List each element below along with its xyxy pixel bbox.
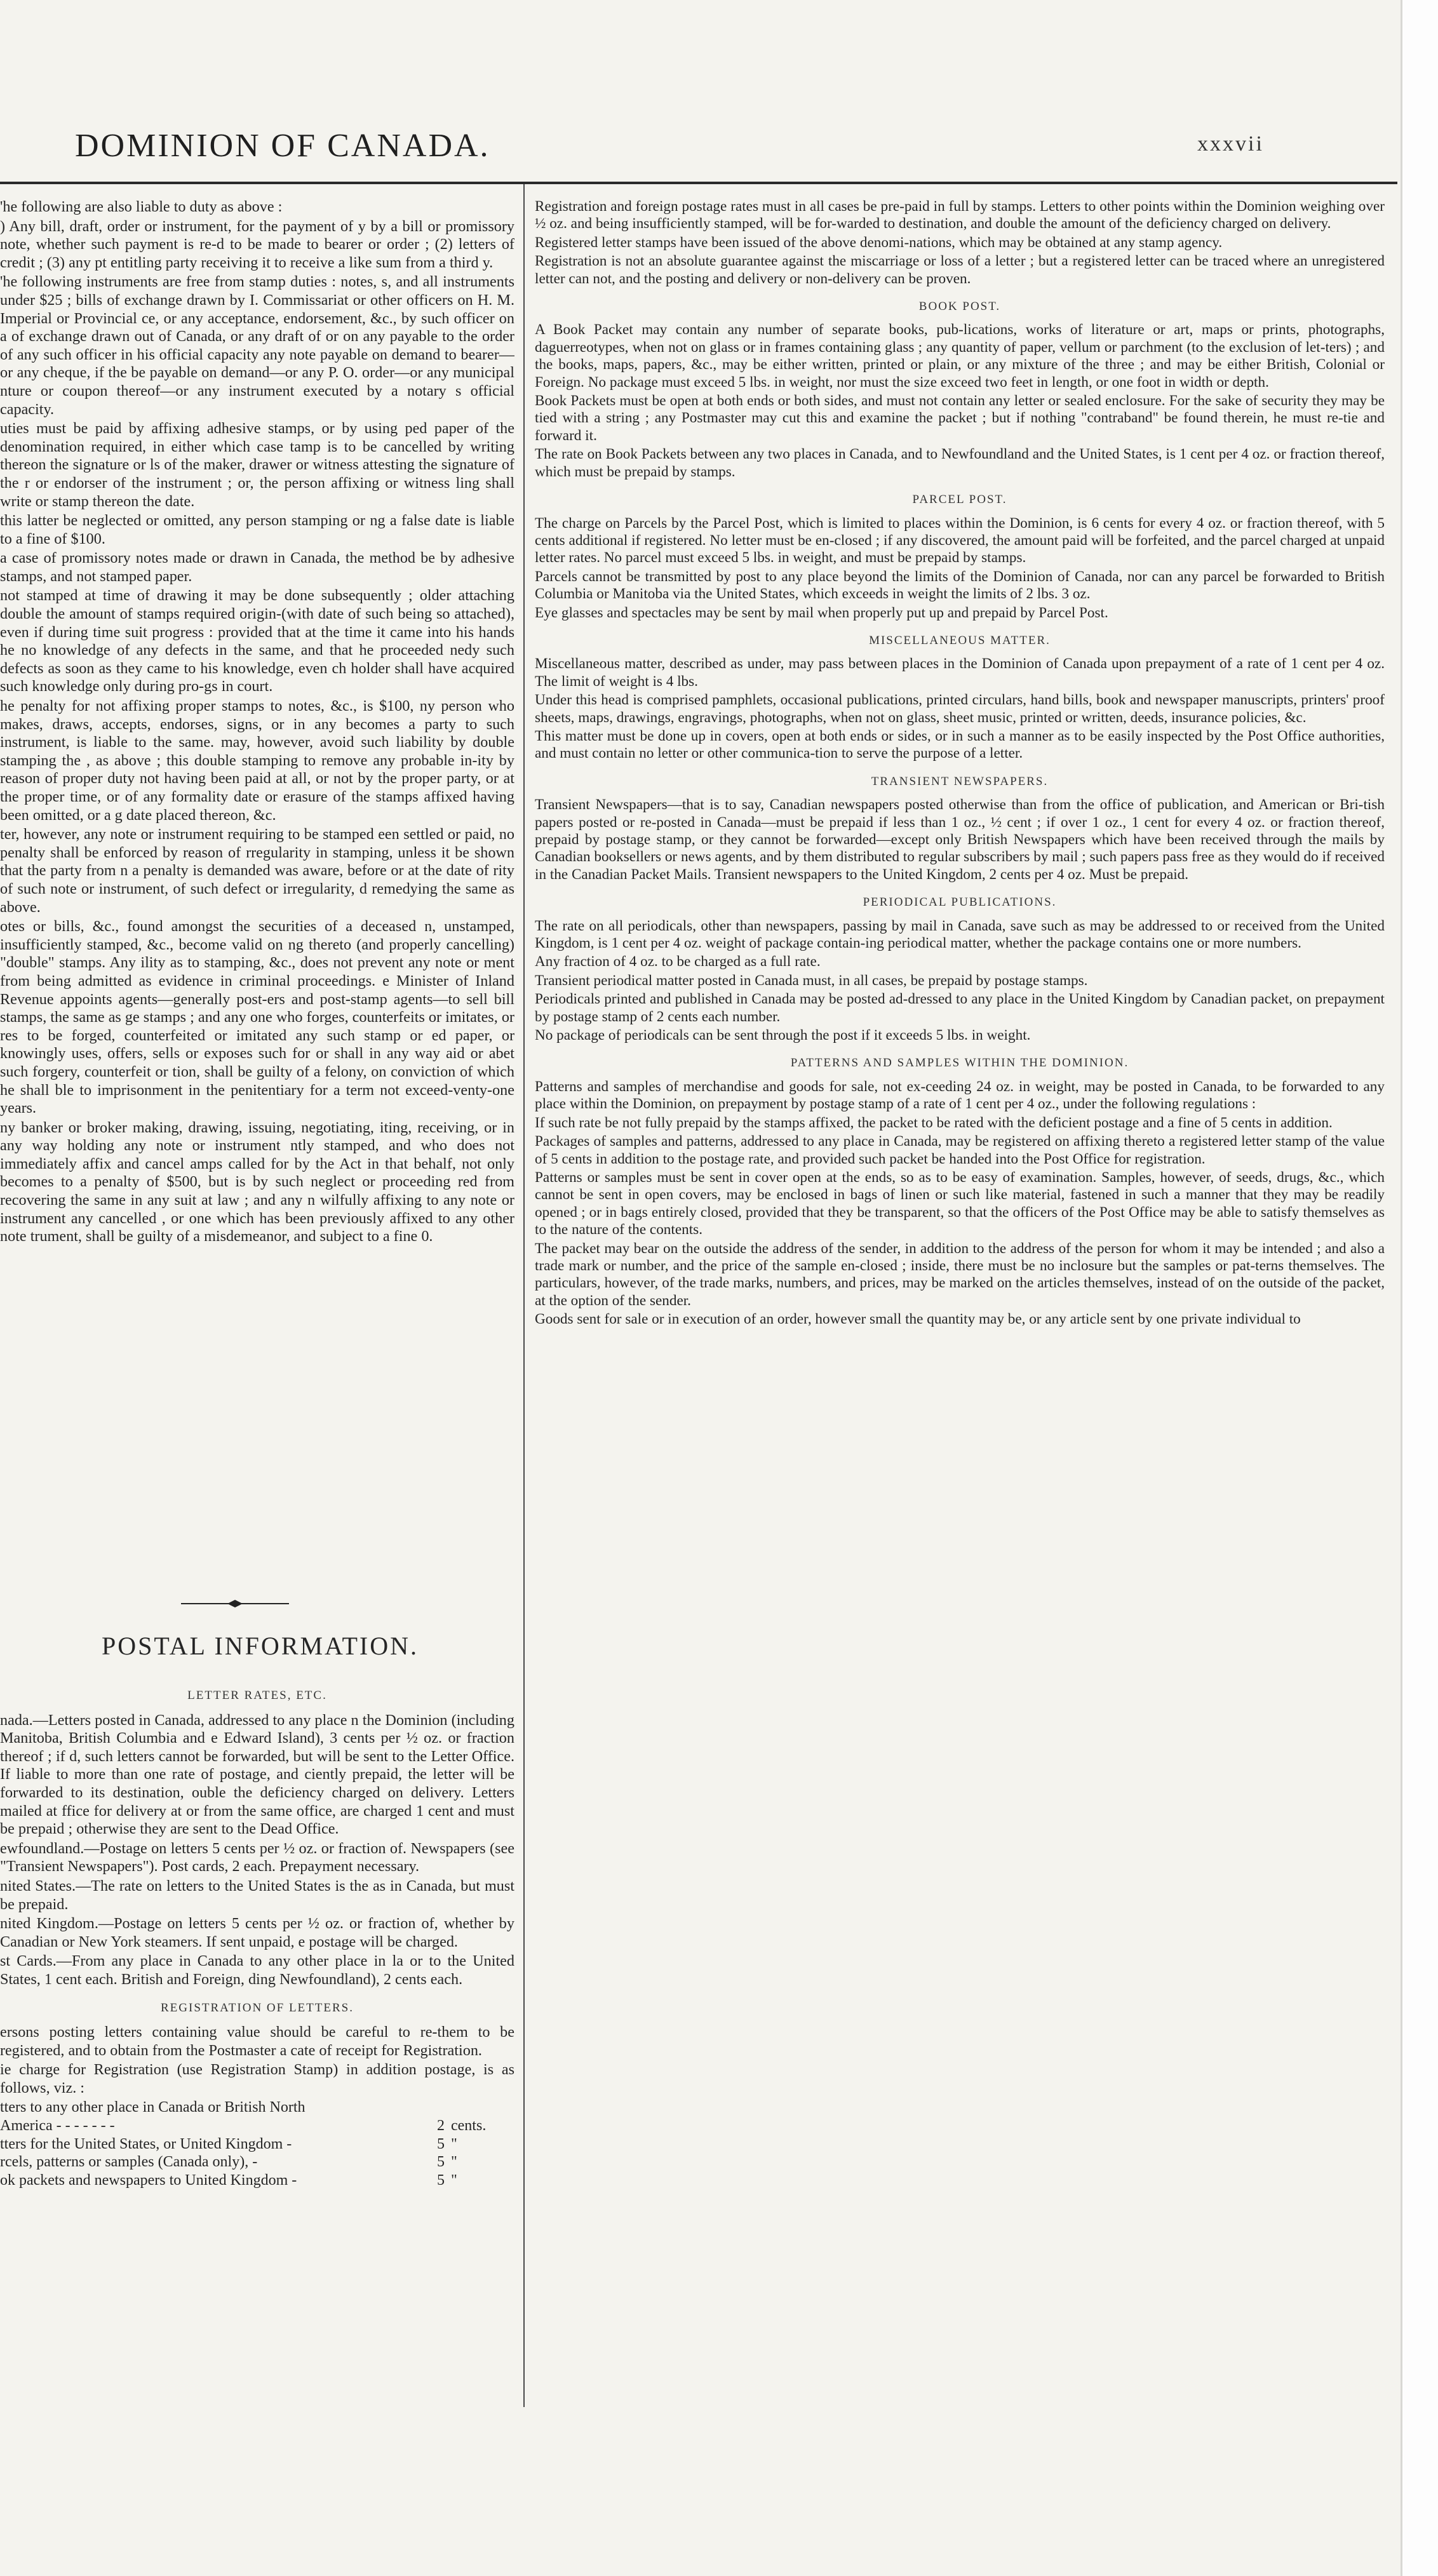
table-row bbox=[0, 2171, 508, 2190]
registration-rates-table bbox=[0, 2098, 508, 2189]
scan-margin bbox=[1401, 0, 1438, 2576]
left-column-postal bbox=[0, 1677, 514, 2413]
paragraph: Eye glasses and spectacles may be sent by mail when properly put up and prepaid by Parcel Post. bbox=[535, 604, 1108, 621]
paragraph: The rate on all periodicals, other than newspapers, passing by mail in Canada, save such as may be addressed to or received from the United Kingdom, is 1 cent per 4 oz. weight of package contain-ing periodical matter, whether the package contains one or more numbers. bbox=[535, 917, 1385, 952]
paragraph: nada.—Letters posted in Canada, addressed to any place n the Dominion (including Manitoba, British Columbia and e Edward Island), 3 cents per ½ oz. or fraction thereof ; if d, such letters cannot be forwarded, but will be sent to the Letter Office. If liable to more than one rate of postage, and ciently prepaid, the letter will be forwarded to its destination, ouble the deficiency charged on delivery. Letters mailed at ffice for delivery at or from the same office, are charged 1 cent and must be prepaid ; otherwise they are sent to the Dead Office. bbox=[0, 1711, 514, 1838]
paragraph: Patterns and samples of merchandise and goods for sale, not ex-ceeding 24 oz. in weight, may be posted in Canada, to be forwarded to any place within the Dominion, on prepayment by postage stamp of a rate of 1 cent per 4 oz., under the following regulations : bbox=[535, 1078, 1385, 1113]
paragraph: st Cards.—From any place in Canada to any other place in la or to the United States, 1 cent each. British and Foreign, ding Newfoundland), 2 cents each. bbox=[0, 1952, 514, 1988]
rate-unit: cents. bbox=[451, 2117, 487, 2135]
paragraph: Any fraction of 4 oz. to be charged as a full rate. bbox=[535, 953, 821, 970]
header-rule bbox=[0, 182, 1397, 184]
paragraph: he penalty for not affixing proper stamps to notes, &c., is $100, ny person who makes, draws, accepts, endorses, signs, or in any becomes a party to such instrument, is liable to the same. may, however, avoid such liability by double stamping the , as above ; this double stamping to remove any probable in-ity by reason of proper duty not having been paid at all, or not by the proper party, or at the proper time, or of any formality date or erasure of the stamps affixed having been omitted, or a g date placed thereon, &c. bbox=[0, 697, 514, 824]
paragraph: 'he following instruments are free from stamp duties : notes, s, and all instruments under $25 ; bills of exchange drawn by I. Commissariat or other officers on H. M. Imperial or Provincial ce, or any acceptance, endorsement, &c., by such officer on a of exchange drawn out of Canada, or any draft of or on any payable to the order of any such officer in his official capacity any note payable on demand to bearer—or any cheque, if the be payable on demand—or any P. O. order—or any municipal nture or coupon thereof—or any instrument executed by a notary s official capacity. bbox=[0, 273, 514, 418]
right-column bbox=[535, 198, 1385, 2345]
rate-amount: 2 bbox=[437, 2117, 445, 2135]
patterns-samples-heading: PATTERNS AND SAMPLES WITHIN THE DOMINION. bbox=[790, 1056, 1129, 1070]
rate-item: tters to any other place in Canada or British North bbox=[0, 2099, 306, 2116]
paragraph: No package of periodicals can be sent through the post if it exceeds 5 lbs. in weight. bbox=[535, 1027, 1031, 1044]
paragraph: Under this head is comprised pamphlets, occasional publications, printed circulars, hand bills, book and newspaper manuscripts, printers' proof sheets, maps, drawings, engravings, photographs, when not on glass, sheet music, printed or written, deeds, insurance policies, &c. bbox=[535, 692, 1385, 726]
rate-amount: 5 bbox=[437, 2171, 445, 2189]
postal-information-heading: POSTAL INFORMATION. bbox=[102, 1632, 419, 1660]
paragraph: Goods sent for sale or in execution of an order, however small the quantity may be, or any article sent by one private individual to bbox=[535, 1311, 1301, 1328]
column-divider bbox=[523, 184, 525, 2407]
book-post-heading: BOOK POST. bbox=[918, 300, 1001, 314]
miscellaneous-matter-heading: MISCELLANEOUS MATTER. bbox=[869, 633, 1051, 647]
rate-unit: " bbox=[451, 2135, 457, 2152]
rate-item: America - - - - - - - bbox=[0, 2117, 115, 2135]
paragraph: Packages of samples and patterns, addressed to any place in Canada, may be registered on affixing thereto a registered letter stamp of the value of 5 cents in addition to the postage rate, and provided such packet be handed into the Post Office for registration. bbox=[535, 1133, 1385, 1167]
paragraph: not stamped at time of drawing it may be done subsequently ; older attaching double the amount of stamps required origin-(with date of such being so attached), even if during time suit progress : provided that at the time it came into his hands he no knowledge of any defects in the same, and that he proceeded nedy such defects as soon as they came to his knowledge, even ch holder shall have acquired such knowledge only during pro-gs in court. bbox=[0, 587, 514, 695]
rate-amount bbox=[407, 2098, 445, 2117]
paragraph: Registration and foreign postage rates must in all cases be pre-paid in full by stamps. Letters to other points within the Dominion weighing over ½ oz. and being insufficiently stamped, will be for-warded to destination, and double the amount of the deficiency charged on delivery. bbox=[535, 198, 1385, 232]
paragraph: ny banker or broker making, drawing, issuing, negotiating, iting, receiving, or in any way holding any note or instrument ntly stamped, and who does not immediately affix and cancel amps called for by the Act in that behalf, not only becomes to a penalty of $500, but is by such neglect or proceeding red from recovering the same in any suit at law ; and any n wilfully affixing to any note or instrument any cancelled , or one which has been previously affixed to any other note trument, shall be guilty of a misdemeanor, and subject to a fine 0. bbox=[0, 1118, 514, 1245]
paragraph: Parcels cannot be transmitted by post to any place beyond the limits of the Dominion of Canada, nor can any parcel be forwarded to British Columbia or Manitoba via the United States, which exceeds in weight the limits of 2 lbs. 3 oz. bbox=[535, 568, 1385, 603]
paragraph: ter, however, any note or instrument requiring to be stamped een settled or paid, no penalty shall be enforced by reason of rregularity in stamping, unless it be shown that the party from n a penalty is demanded was aware, before or at the date of rity of such note or instrument, of such defect or irregularity, d remedying the same as above. bbox=[0, 826, 514, 916]
paragraph: ersons posting letters containing value should be careful to re-them to be registered, and to obtain from the Postmaster a cate of receipt for Registration. bbox=[0, 2023, 514, 2059]
letter-rates-heading: LETTER RATES, ETC. bbox=[187, 1689, 327, 1702]
rate-unit bbox=[445, 2098, 508, 2117]
paragraph: Registration is not an absolute guarantee against the miscarriage or loss of a letter ; but a registered letter can be traced where an unregistered letter can not, and the posting and delivery or non-delivery can be proven. bbox=[535, 253, 1385, 287]
paragraph: Book Packets must be open at both ends or both sides, and must not contain any letter or sealed enclosure. For the sake of security they may be tied with a string ; any Postmaster may cut this and examine the packet ; but if nothing "contraband" be found therein, he must re-tie and forward it. bbox=[535, 392, 1385, 444]
rate-unit: " bbox=[451, 2171, 457, 2189]
running-head-title: DOMINION OF CANADA. bbox=[75, 128, 490, 164]
page-number: xxxvii bbox=[1197, 132, 1264, 156]
paragraph: A Book Packet may contain any number of separate books, pub-lications, works of literature or art, maps or prints, photographs, daguerreotypes, when not on glass or in frames containing glass ; any quantity of paper, vellum or parchment (to the exclusion of let-ters) ; and the books, maps, papers, &c., may be either written, printed or plain, or any mixture of the three ; and may be either British, Colonial or Foreign. No package must exceed 5 lbs. in weight, nor must the size exceed two feet in length, or one foot in width or depth. bbox=[535, 321, 1385, 391]
paragraph: otes or bills, &c., found amongst the securities of a deceased n, unstamped, insufficiently stamped, &c., become valid on ng thereto (and properly cancelling) "double" stamps. Any ility as to stamping, &c., does not prevent any note or ment from being admitted as evidence in criminal proceedings. e Minister of Inland Revenue appoints agents—generally post-ers and post-stamp agents—to sell bill stamps, the same as ge stamps ; and any one who forges, counterfeits or imitates, or res to be forged, counterfeited or imitated any such stamp or ed paper, or knowingly uses, offers, sells or exposes such for or shall in any way aid or abet such forgery, counterfeit or tion, shall be guilty of a felony, on conviction of which he shall ble to imprisonment in the penitentiary for a term not exceed-venty-one years. bbox=[0, 918, 514, 1117]
paragraph: nited Kingdom.—Postage on letters 5 cents per ½ oz. or fraction of, whether by Canadian or New York steamers. If sent unpaid, e postage will be charged. bbox=[0, 1915, 514, 1950]
table-row bbox=[0, 2098, 508, 2117]
paragraph: Patterns or samples must be sent in cover open at the ends, so as to be easy of examination. Samples, however, of seeds, drugs, &c., which cannot be sent in open covers, may be enclosed in bags of linen or such like material, fastened in such a manner that they may be readily opened ; or in bags entirely closed, provided that they be transparent, so that the officers of the Post Office may be able to satisfy themselves as to the nature of the contents. bbox=[535, 1169, 1385, 1238]
table-row bbox=[0, 2153, 508, 2171]
paragraph: ewfoundland.—Postage on letters 5 cents per ½ oz. or fraction of. Newspapers (see "Transient Newspapers"). Post cards, 2 each. Prepayment necessary. bbox=[0, 1839, 514, 1875]
paragraph: 'he following are also liable to duty as above : bbox=[0, 198, 283, 215]
paragraph: Registered letter stamps have been issued of the above denomi-nations, which may be obtained at any stamp agency. bbox=[535, 234, 1223, 251]
rate-item: rcels, patterns or samples (Canada only), - bbox=[0, 2154, 258, 2171]
paragraph: ) Any bill, draft, order or instrument, for the payment of y by a bill or promissory note, whether such payment is re-d to be made to bearer or order ; (2) letters of credit ; (3) any pt entitling party receiving it to receive a like sum from a third y. bbox=[0, 217, 514, 271]
table-row bbox=[0, 2135, 508, 2154]
transient-newspapers-heading: TRANSIENT NEWSPAPERS. bbox=[871, 774, 1049, 788]
paragraph: a case of promissory notes made or drawn in Canada, the method be by adhesive stamps, and not stamped paper. bbox=[0, 549, 514, 585]
paragraph: If such rate be not fully prepaid by the stamps affixed, the packet to be rated with the deficient postage and a fine of 5 cents in addition. bbox=[535, 1114, 1333, 1131]
paragraph: this latter be neglected or omitted, any person stamping or ng a false date is liable to a fine of $100. bbox=[0, 512, 514, 547]
paragraph: Miscellaneous matter, described as under, may pass between places in the Dominion of Canada upon prepayment of a rate of 1 cent per 4 oz. The limit of weight is 4 lbs. bbox=[535, 655, 1385, 690]
paragraph: The packet may bear on the outside the address of the sender, in addition to the address of the person for whom it may be intended ; and also a trade mark or number, and the price of the sample en-closed ; inside, there must be no inclosure but the samples or pat-terns themselves. The particulars, however, of the trade marks, numbers, and prices, may be marked on the articles themselves, instead of on the outside of the packet, at the option of the sender. bbox=[535, 1240, 1385, 1309]
paragraph: This matter must be done up in covers, open at both ends or sides, or in such a manner as to be easily inspected by the Post Office authorities, and must contain no letter or other communica-tion to serve the purpose of a letter. bbox=[535, 727, 1385, 762]
table-row bbox=[0, 2117, 508, 2135]
paragraph: The charge on Parcels by the Parcel Post, which is limited to places within the Dominion, is 6 cents for every 4 oz. or fraction thereof, with 5 cents additional if registered. No letter must be en-closed ; if any discovered, the amount paid will be forfeited, and the parcel charged at unpaid letter rates. No parcel must exceed 5 lbs. in weight, and must be prepaid by stamps. bbox=[535, 514, 1385, 567]
periodical-publications-heading: PERIODICAL PUBLICATIONS. bbox=[863, 896, 1057, 909]
paragraph: nited States.—The rate on letters to the United States is the as in Canada, but must be prepaid. bbox=[0, 1877, 514, 1913]
left-column-stamp-duties bbox=[0, 198, 514, 1672]
paragraph: uties must be paid by affixing adhesive stamps, or by using ped paper of the denomination required, in either which case tamp is to be cancelled by writing thereon the signature or ls of the maker, drawer or witness attesting the signature of the r or endorser of the instrument ; or, the person affixing or witness ling shall write or stamp thereon the date. bbox=[0, 420, 514, 510]
paragraph: The rate on Book Packets between any two places in Canada, and to Newfoundland and the United States, is 1 cent per 4 oz. or fraction thereof, which must be prepaid by stamps. bbox=[535, 446, 1385, 480]
paragraph: Transient Newspapers—that is to say, Canadian newspapers posted otherwise than from the office of publication, and American or Bri-tish papers posted or re-posted in Canada—must be prepaid if less than 1 oz., ½ cent ; if over 1 oz., 1 cent for every 4 oz. or fraction thereof, prepaid by postage stamp, or they cannot be forwarded—except only British Newspapers which have been received through the mails by Canadian booksellers or news agents, and by them distributed to regular subscribers by mail ; such papers pass free as they would do if received in the Canadian Packet Mails. Transient newspapers to the United Kingdom, 2 cents per 4 oz. Must be prepaid. bbox=[535, 796, 1385, 883]
paragraph: Transient periodical matter posted in Canada must, in all cases, be prepaid by postage stamps. bbox=[535, 972, 1088, 989]
section-ornament bbox=[181, 1599, 289, 1608]
paragraph: ie charge for Registration (use Registration Stamp) in addition postage, is as follows, viz. : bbox=[0, 2061, 514, 2096]
rate-item: ok packets and newspapers to United Kingdom - bbox=[0, 2171, 297, 2189]
rate-amount: 5 bbox=[437, 2154, 445, 2171]
parcel-post-heading: PARCEL POST. bbox=[912, 493, 1007, 507]
registration-heading: REGISTRATION OF LETTERS. bbox=[161, 2001, 354, 2015]
rate-unit: " bbox=[451, 2154, 457, 2171]
paragraph: Periodicals printed and published in Canada may be posted ad-dressed to any place in the United Kingdom by Canadian packet, on prepayment by postage stamp of 2 cents each number. bbox=[535, 991, 1385, 1025]
rate-amount: 5 bbox=[437, 2135, 445, 2152]
rate-item: tters for the United States, or United Kingdom - bbox=[0, 2135, 292, 2152]
